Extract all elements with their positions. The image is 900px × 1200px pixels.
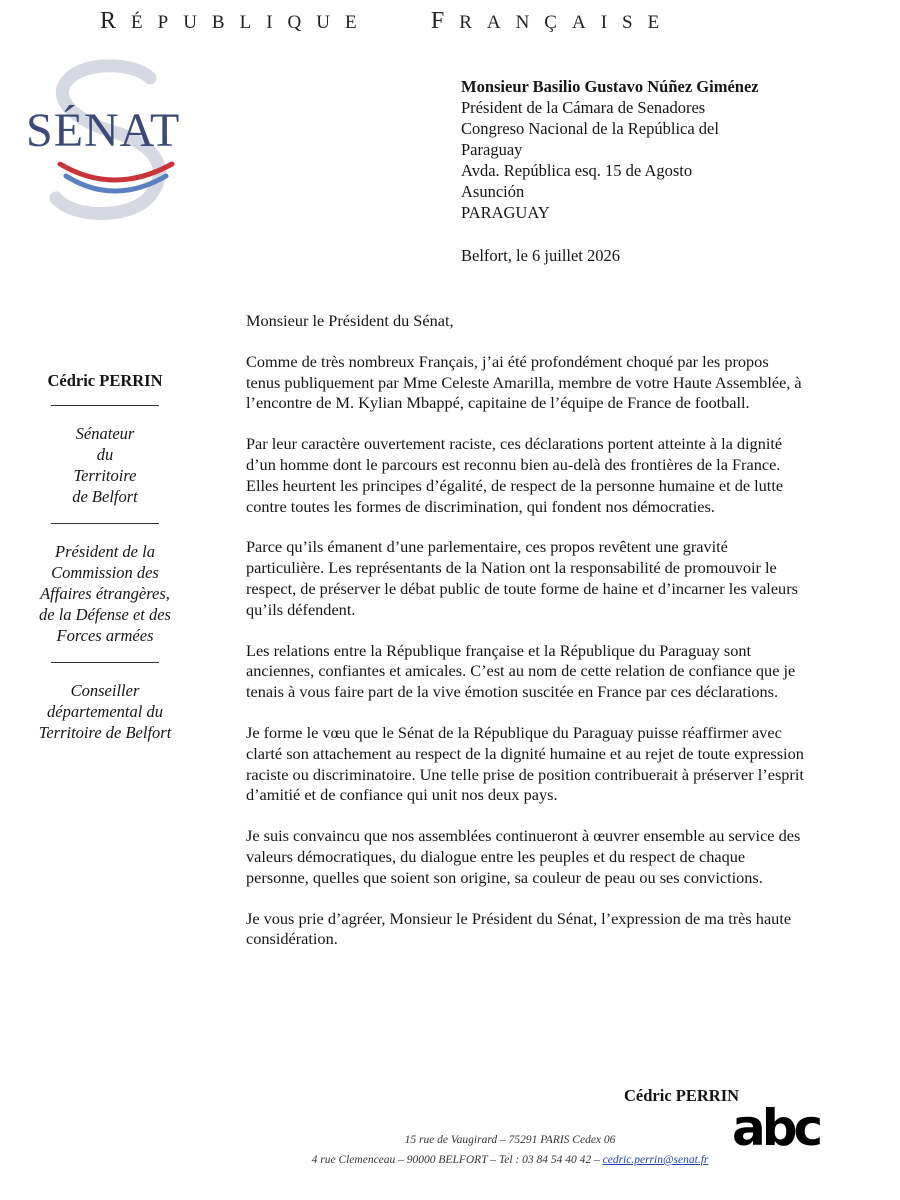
- letter-paragraph: Je vous prie d’agréer, Monsieur le Président du Sénat, l’expression de ma très haute considération.: [246, 908, 792, 949]
- senat-wordmark: SÉNAT: [26, 104, 181, 157]
- recipient-address: [461, 76, 881, 223]
- sidebar-title-senator: [30, 423, 180, 507]
- abc-watermark-icon: [730, 1105, 858, 1151]
- sender-sidebar: [30, 370, 180, 759]
- header-r: R: [100, 8, 132, 34]
- letterhead-republique-francaise: [100, 8, 740, 35]
- abc-watermark-text: abc: [732, 1105, 820, 1151]
- sidebar-line: Affaires étrangères,: [40, 584, 170, 603]
- sidebar-line: Forces armées: [56, 626, 154, 645]
- header-f: F: [430, 8, 460, 34]
- footer-address-belfort: [250, 1150, 770, 1170]
- letter-paragraph: Parce qu’ils émanent d’une parlementaire, ces propos revêtent une gravité particulière. Les représentants de la Nation ont la responsabilité de promouvoir le respect, de préserver le débat public de toute forme de haine et d’incarner les valeurs qu’ils défendent.: [246, 537, 798, 619]
- recipient-line: Avda. República esq. 15 de Agosto: [461, 161, 693, 180]
- senat-logo: [22, 56, 200, 224]
- letter-footer: [250, 1130, 770, 1170]
- letter-paragraph: Comme de très nombreux Français, j’ai été profondément choqué par les propos tenus publiquement par Mme Celeste Amarilla, membre de votre Haute Assemblée, à l’encontre de M. Kylian Mbappé, capitaine de l’équipe de France de football.: [246, 351, 802, 413]
- sidebar-line: Territoire de Belfort: [38, 723, 172, 742]
- recipient-line: Congreso Nacional de la República del: [461, 119, 719, 138]
- footer-belfort-text: 4 rue Clemenceau – 90000 BELFORT – Tel : 03 84 54 40 42 –: [311, 1154, 603, 1166]
- letter-date: Belfort, le 6 juillet 2026: [461, 246, 621, 265]
- recipient-line: Paraguay: [461, 140, 523, 159]
- sidebar-line: du: [96, 445, 114, 464]
- recipient-line: Asunción: [461, 182, 525, 201]
- sidebar-divider: [51, 662, 159, 663]
- sidebar-divider: [51, 405, 159, 406]
- letter-paragraph: Par leur caractère ouvertement raciste, ces déclarations portent atteinte à la dignité d’un homme dont le parcours est reconnu bien au-delà des frontières de la France. Elles heurtent les principes d’égalité, de respect de la personne humaine et de lutte contre toutes les formes de discrimination, qui fondent nos démocraties.: [246, 434, 784, 516]
- recipient-line: Président de la Cámara de Senadores: [461, 98, 706, 117]
- header-rancaise: RANÇAISE: [459, 12, 675, 33]
- letter-body: [246, 311, 806, 970]
- header-epublique: ÉPUBLIQUE: [131, 12, 372, 33]
- letter-paragraph: Les relations entre la République française et la République du Paraguay sont anciennes, confiantes et amicales. C’est au nom de cette relation de confiance que je tenais à vous faire part de la vive émotion suscitée en France par ces déclarations.: [246, 640, 796, 702]
- letter-paragraph: Je forme le vœu que le Sénat de la République du Paraguay puisse réaffirmer avec clarté son attachement au respect de la dignité humaine et au rejet de toute expression raciste ou discriminatoire. Une telle prise de position contribuerait à préserver l’esprit d’amitié et de confiance qui unit nos deux pays.: [246, 722, 804, 805]
- sidebar-line: Président de la: [55, 542, 155, 561]
- sidebar-line: départemental du: [47, 702, 163, 721]
- sidebar-line: de la Défense et des: [39, 605, 171, 624]
- sidebar-divider: [51, 523, 159, 524]
- sidebar-line: Commission des: [51, 563, 159, 582]
- recipient-name: Monsieur Basilio Gustavo Núñez Giménez: [461, 77, 759, 96]
- sidebar-line: de Belfort: [72, 487, 138, 506]
- sidebar-sender-name: Cédric PERRIN: [47, 371, 163, 390]
- footer-email-link[interactable]: cedric.perrin@senat.fr: [602, 1154, 709, 1166]
- letter-salutation: Monsieur le Président du Sénat,: [246, 311, 454, 330]
- sidebar-line: Conseiller: [70, 681, 140, 700]
- letter-signature: Cédric PERRIN: [624, 1086, 740, 1105]
- recipient-line: PARAGUAY: [461, 203, 550, 222]
- footer-address-paris: 15 rue de Vaugirard – 75291 PARIS Cedex 06: [404, 1134, 616, 1146]
- sidebar-line: Territoire: [73, 466, 137, 485]
- letter-paragraph: Je suis convaincu que nos assemblées continueront à œuvrer ensemble au service des valeurs démocratiques, du dialogue entre les peuples et du respect de chaque personne, quelles que soient son origine, sa couleur de peau ou ses convictions.: [246, 826, 801, 887]
- sidebar-title-councillor: [30, 680, 180, 743]
- sidebar-title-commission: [30, 541, 180, 646]
- sidebar-line: Sénateur: [75, 424, 135, 443]
